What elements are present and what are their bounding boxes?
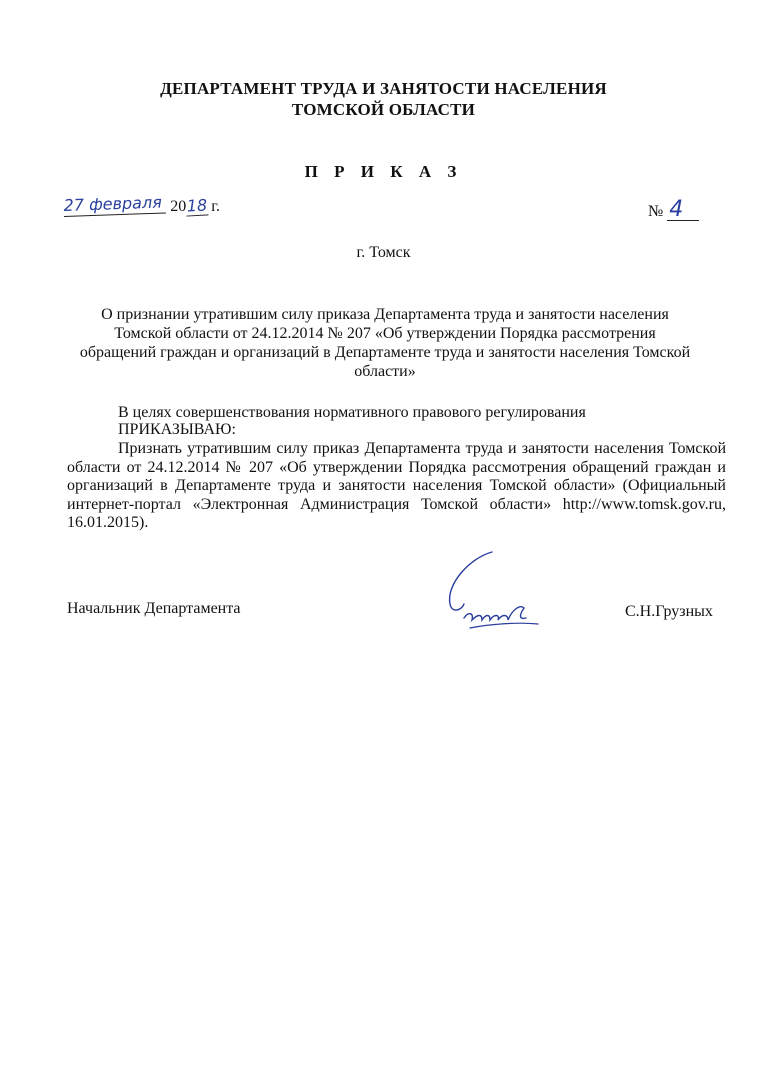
number-label: № [648, 203, 664, 220]
body-intro: В целях совершенствования нормативного правового регулирования [118, 404, 586, 421]
signer-name: С.Н.Грузных [625, 603, 713, 620]
document-number [648, 197, 699, 222]
document-subject: О признании утратившим силу приказа Департамента труда и занятости населения Томской области от 24.12.2014 № 207 «Об утверждении Порядка рассмотрения обращений граждан и организаций в Департаменте труда и занятости населения Томской области» [79, 306, 691, 380]
signer-title: Начальник Департамента [67, 600, 241, 617]
body-order-word: ПРИКАЗЫВАЮ: [118, 421, 236, 438]
org-name-line2: ТОМСКОЙ ОБЛАСТИ [291, 100, 476, 119]
document-city: г. Томск [356, 244, 411, 261]
date-year-unit: г. [211, 198, 220, 215]
document-date [63, 192, 220, 222]
number-value-handwritten: 4 [667, 200, 699, 221]
document-type-title: П Р И К А З [304, 162, 463, 181]
handwritten-signature-icon [440, 548, 560, 638]
date-day-month-handwritten: 27 февраля [63, 192, 166, 217]
body-text: Признать утратившим силу приказ Департамента труда и занятости населения Томской области от 24.12.2014 № 207 «Об утверждении Порядка рассмотрения обращений граждан и организаций в Департаменте труда и занятости населения Томской области» (Официальный интернет-портал «Электронная Администрация Томской области» http://www.tomsk.gov.ru, 16.01.2015). [67, 440, 726, 531]
org-name-line1: ДЕПАРТАМЕНТ ТРУДА И ЗАНЯТОСТИ НАСЕЛЕНИЯ [160, 79, 607, 98]
date-year-suffix-handwritten: 18 [186, 195, 208, 216]
date-year-prefix: 20 [170, 198, 187, 215]
